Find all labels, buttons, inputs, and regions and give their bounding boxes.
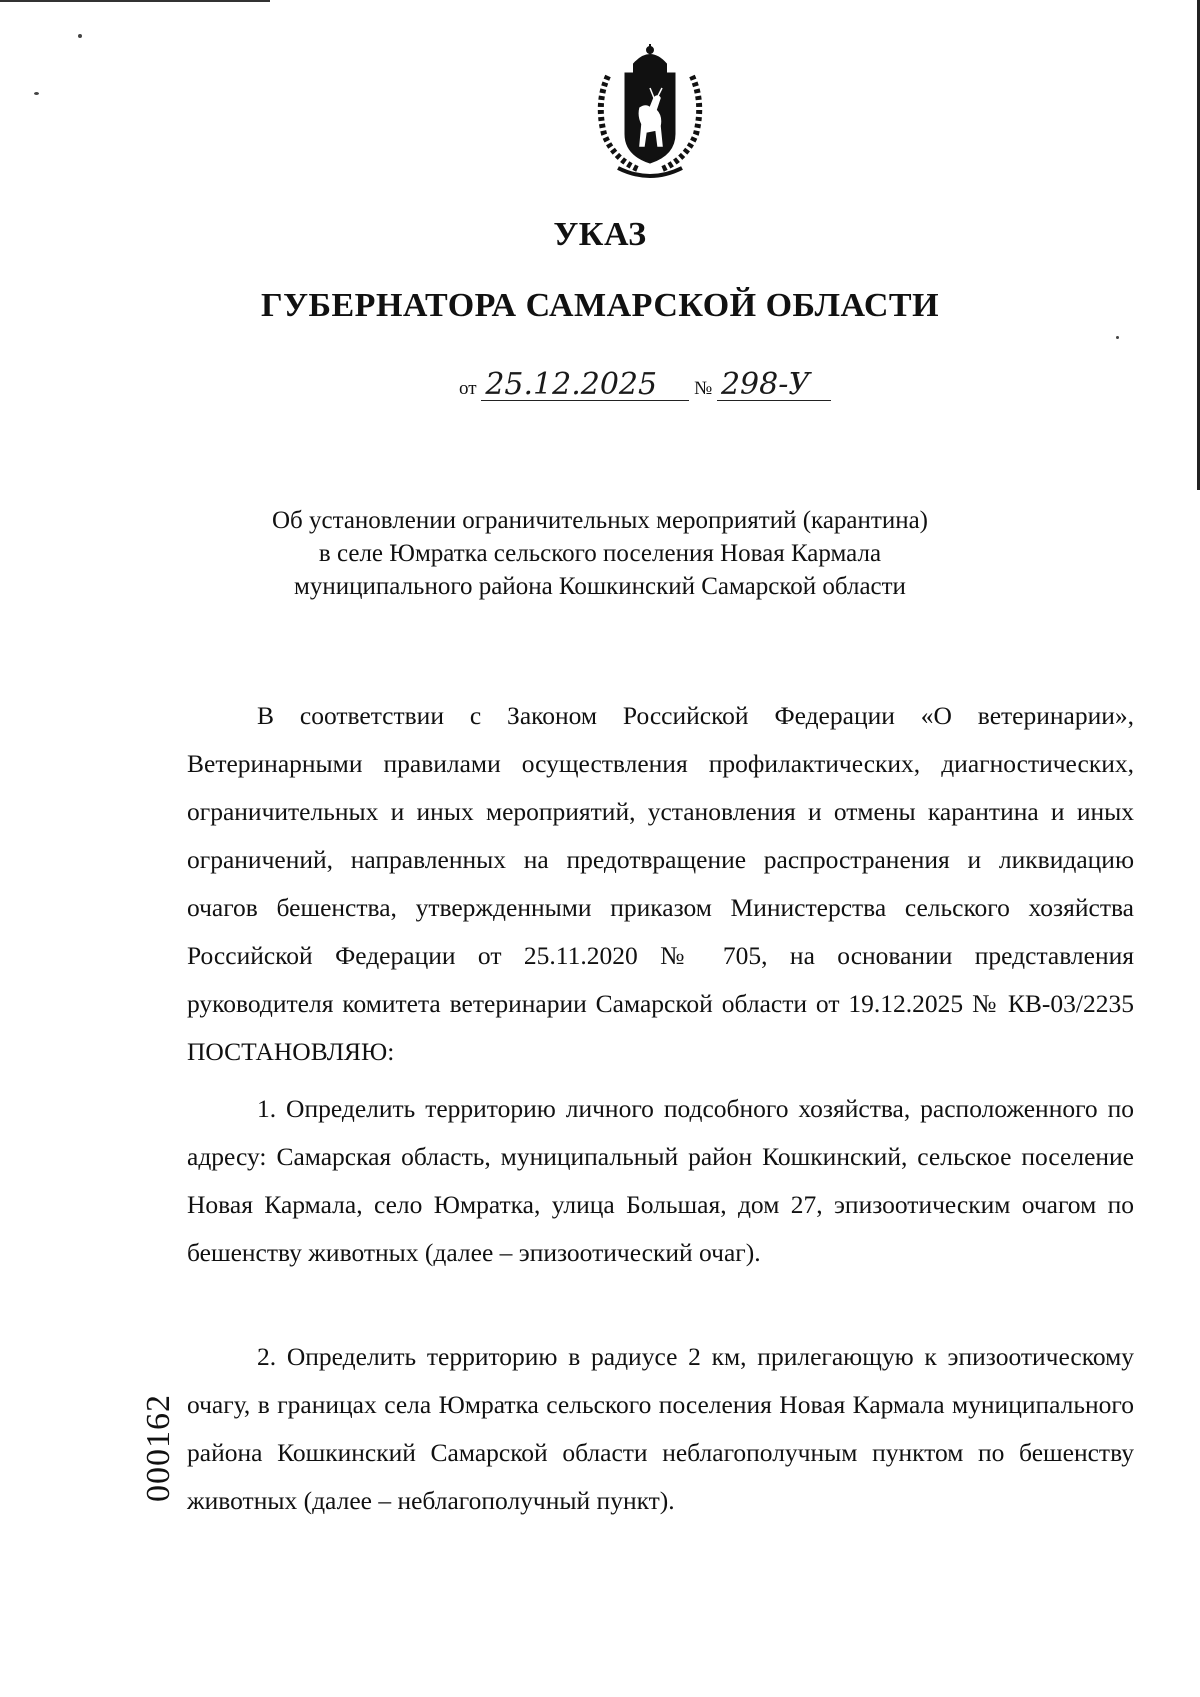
clause-1-paragraph: 1. Определить территорию личного подсобного хозяйства, расположенного по адресу: Самарская область, муниципальный район Кошкинский, сельское поселение Новая Кармала, село Юмратка, улица Большая, дом 27, эпизоотическим очагом по бешенству животных (далее – эпизоотический очаг). [187, 1094, 1134, 1267]
scan-edge-top [0, 0, 270, 2]
side-stamp-number: 000162 [140, 1394, 177, 1502]
scan-speck [78, 34, 82, 38]
subject-line: в селе Юмратка сельского поселения Новая Кармала [318, 540, 882, 567]
decree-issuer: ГУБЕРНАТОРА САМАРСКОЙ ОБЛАСТИ [260, 287, 940, 324]
scan-speck [1116, 336, 1119, 339]
date-number-line [459, 367, 831, 402]
subject-line: муниципального района Кошкинский Самарской области [294, 573, 906, 600]
subject-line: Об установлении ограничительных мероприятий (карантина) [271, 507, 929, 534]
date-label: от [459, 378, 477, 399]
scan-speck [34, 92, 39, 95]
handwritten-number: 298-У [717, 370, 831, 401]
handwritten-date: 25.12.2025 [481, 370, 689, 401]
clause-2-paragraph: 2. Определить территорию в радиусе 2 км, прилегающую к эпизоотическому очагу, в границах села Юмратка сельского поселения Новая Кармала муниципального района Кошкинский Самарской области неблагополучным пунктом по бешенству животных (далее – неблагополучный пункт). [187, 1342, 1134, 1515]
samara-oblast-coat-of-arms-icon [588, 42, 712, 182]
number-label: № [694, 378, 713, 399]
decree-title: УКАЗ [553, 216, 647, 253]
decree-subject [0, 504, 1200, 603]
preamble-paragraph: В соответствии с Законом Российской Федерации «О ветеринарии», Ветеринарными правилами осуществления профилактических, диагностических, ограничительных и иных мероприятий, установления и отмены карантина и иных ограничений, направленных на предотвращение распространения и ликвидацию очагов бешенства, утвержденными приказом Министерства сельского хозяйства Российской Федерации от 25.11.2020 № 705, на основании представления руководителя комитета ветеринарии Самарской области от 19.12.2025 № КВ-03/2235 ПОСТАНОВЛЯЮ: [187, 701, 1134, 1066]
